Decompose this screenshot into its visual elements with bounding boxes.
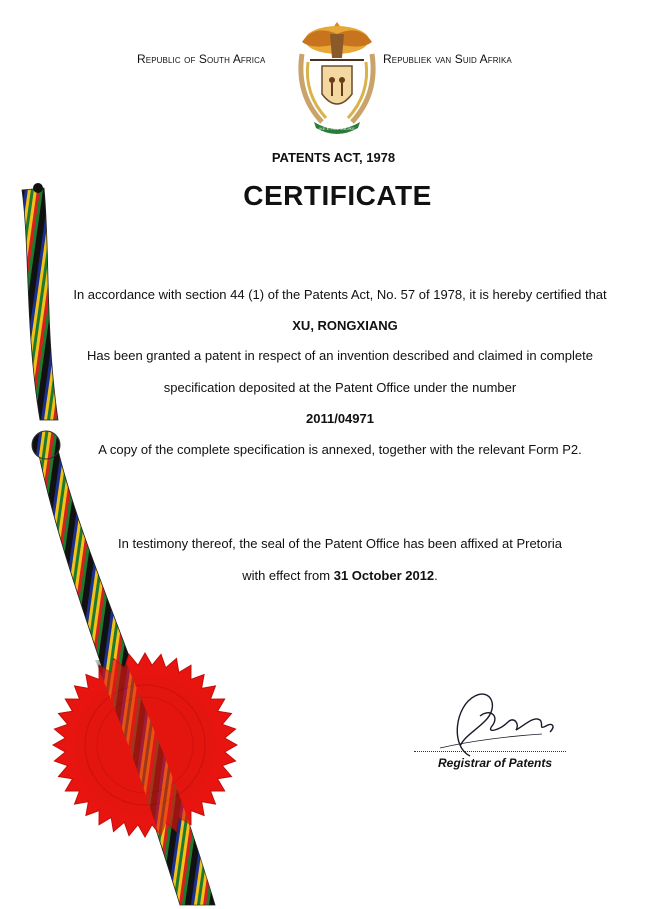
annex-statement: A copy of the complete specification is annexed, together with the relevant Form P2. [98,442,582,457]
effect-suffix: . [434,568,438,583]
signature-image [430,686,570,766]
signature-line [414,751,566,752]
effective-date-line [40,568,640,583]
certificate-title: CERTIFICATE [243,180,432,211]
effective-date: 31 October 2012 [333,568,435,583]
testimony-statement: In testimony thereof, the seal of the Patent Office has been affixed at Pretoria [118,536,562,551]
effect-prefix: with effect from [242,568,334,583]
act-title: PATENTS ACT, 1978 [271,150,396,165]
certification-statement: In accordance with section 44 (1) of the Patents Act, No. 57 of 1978, it is hereby certified that [73,287,607,302]
header-afrikaans: Republiek van Suid Afrika [383,52,512,66]
patent-number: 2011/04971 [306,411,374,426]
grant-statement: Has been granted a patent in respect of an invention described and claimed in complete [87,348,593,363]
coat-of-arms-motto: !KE E: /XARRA //KE [319,126,355,131]
header-english: Republic of South Africa [137,52,266,66]
patent-holder-name: XU, RONGXIANG [292,318,398,333]
coat-of-arms-icon [292,14,382,136]
deposit-statement: specification deposited at the Patent Office under the number [163,380,517,395]
registrar-title: Registrar of Patents [438,756,553,770]
